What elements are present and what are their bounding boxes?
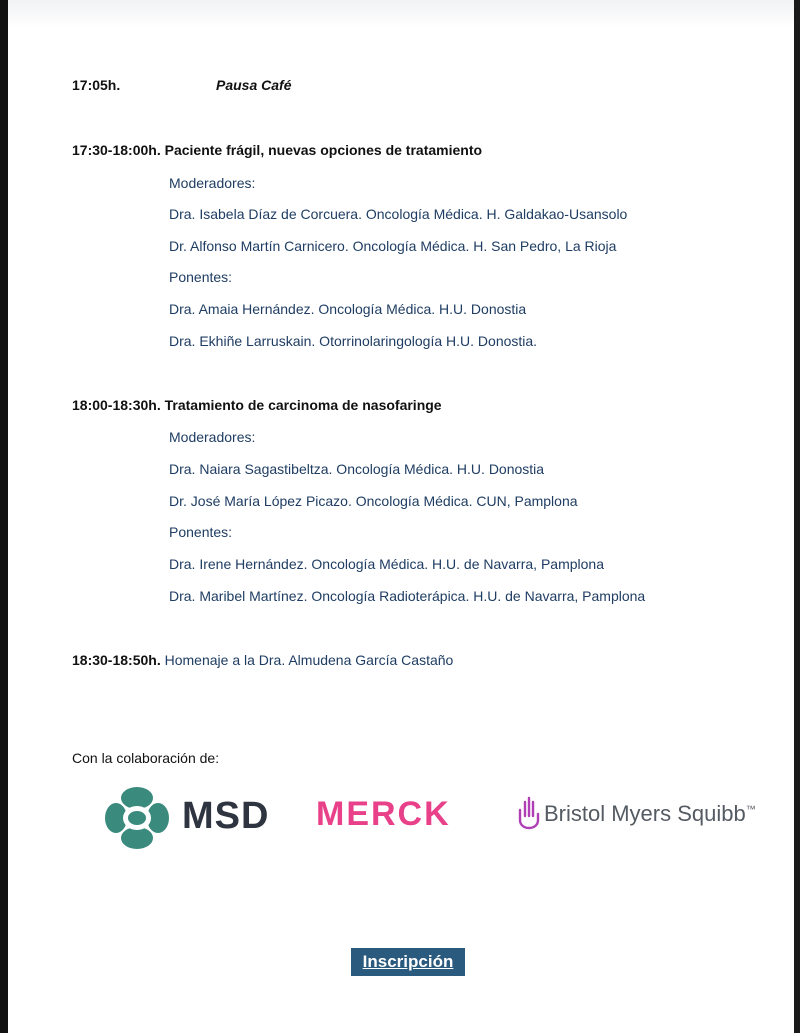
session-2-moderator-2: Dr. José María López Picazo. Oncología Médica. CUN, Pamplona [169,493,578,509]
session-2-header [72,396,442,414]
session-2-time: 18:00-18:30h. [72,397,161,413]
session-1-speakers-label: Ponentes: [169,269,233,285]
session-1-moderator-1: Dra. Isabela Díaz de Corcuera. Oncología Médica. H. Galdakao-Usansolo [169,206,628,222]
session-2-speaker-1: Dra. Irene Hernández. Oncología Médica. H.U. de Navarra, Pamplona [169,556,604,572]
msd-logo-text: MSD [182,795,270,837]
session-1-title: Paciente frágil, nuevas opciones de tratamiento [164,142,483,158]
top-strip [8,0,794,28]
bms-name: Bristol Myers Squibb [544,801,746,826]
pause-label: Pausa Café [216,77,292,93]
session-1-header [72,141,482,159]
tribute-time: 18:30-18:50h. [72,652,161,668]
session-1-time: 17:30-18:00h. [72,142,161,158]
merck-logo-text: MERCK [316,795,451,833]
page-edge-right [794,0,800,1033]
session-2-moderator-1: Dra. Naiara Sagastibeltza. Oncología Médica. H.U. Donostia [169,461,545,477]
session-1-speaker-1: Dra. Amaia Hernández. Oncología Médica. H.U. Donostia [169,301,527,317]
session-2-speaker-2: Dra. Maribel Martínez. Oncología Radioterápica. H.U. de Navarra, Pamplona [169,588,646,604]
session-2-title: Tratamiento de carcinoma de nasofaringe [164,397,442,413]
msd-logo-icon [104,786,170,850]
session-1-speaker-2: Dra. Ekhiñe Larruskain. Otorrinolaringología H.U. Donostia. [169,333,538,349]
bms-logo-text [544,801,756,827]
session-1-moderator-2: Dr. Alfonso Martín Carnicero. Oncología Médica. H. San Pedro, La Rioja [169,238,617,254]
session-2-moderators-label: Moderadores: [169,429,256,445]
inscription-button[interactable]: Inscripción [351,948,465,976]
bms-trademark: ™ [745,804,756,816]
page-edge-left [0,0,8,1033]
collaboration-label: Con la colaboración de: [72,750,220,766]
tribute-line [72,651,453,669]
session-1-moderators-label: Moderadores: [169,175,256,191]
bms-hands-icon [517,796,541,830]
pause-time: 17:05h. [72,77,121,93]
tribute-text: Homenaje a la Dra. Almudena García Castaño [164,652,454,668]
session-2-speakers-label: Ponentes: [169,524,233,540]
